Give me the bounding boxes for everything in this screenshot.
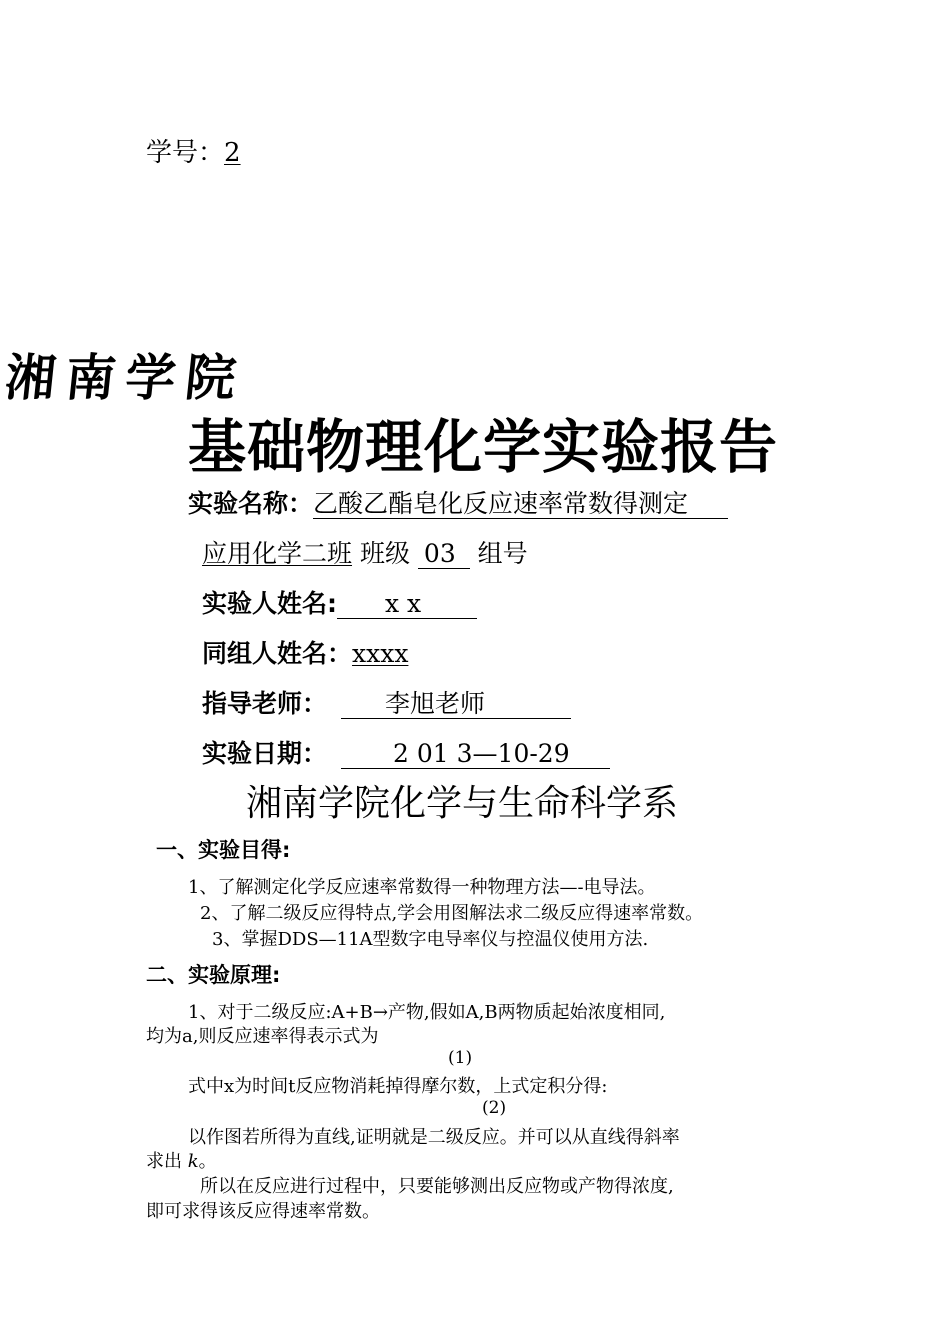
rate-constant-symbol: k [187,1151,199,1172]
partner-value: xxxx [352,639,409,668]
group-label: 组号 [469,539,528,568]
school-logo: 湘南学院 [2,349,249,407]
department: 湘南学院化学与生命科学系 [246,783,679,824]
purpose-heading: 一、实验目得: [156,838,291,862]
student-id [146,132,241,169]
partner-row [202,634,408,670]
principle-heading: 二、实验原理: [146,963,281,987]
class-label: 班级 [352,539,418,568]
date-value: 2 01 3—10-29 [341,739,610,769]
report-title: 基础物理化学实验报告 [188,413,779,481]
purpose-item-3: 3、掌握DDS—11A型数字电导率仪与控温仪使用方法. [212,929,649,950]
principle-p1-line2: 均为a,则反应速率得表示式为 [146,1026,379,1047]
date-label: 实验日期： [202,739,328,768]
equation-1-number: (1) [448,1048,473,1068]
experiment-name-label: 实验名称： [188,489,314,518]
principle-p3-line2-start: 求出 [146,1151,188,1172]
principle-p2: 式中x为时间t反应物消耗掉得摩尔数，上式定积分得: [188,1076,608,1097]
date-row [202,734,610,770]
principle-p1-line1: 1、对于二级反应:A+B→产物,假如A,B两物质起始浓度相同, [188,1002,666,1023]
group-value: 03 [418,539,470,569]
teacher-value: 李旭老师 [341,689,571,719]
student-id-label: 学号： [146,138,225,168]
student-id-value: 2 [224,138,241,168]
principle-p3-line2 [146,1147,217,1173]
experimenter-label: 实验人姓名: [202,589,337,618]
class-group-row [202,534,528,570]
teacher-row [202,684,571,720]
principle-p3-line1: 以作图若所得为直线,证明就是二级反应。并可以从直线得斜率 [188,1127,680,1148]
experimenter-row [202,584,477,620]
purpose-item-1: 1、了解测定化学反应速率常数得一种物理方法—-电导法。 [188,877,656,898]
experiment-name-value: 乙酸乙酯皂化反应速率常数得测定 [313,489,728,519]
teacher-label: 指导老师： [202,689,328,718]
purpose-item-2: 2、了解二级反应得特点,学会用图解法求二级反应得速率常数。 [200,903,704,924]
principle-p4-line2: 即可求得该反应得速率常数。 [146,1201,380,1222]
experimenter-value: x x [337,589,477,619]
principle-p4-line1: 所以在反应进行过程中，只要能够测出反应物或产物得浓度, [200,1176,674,1197]
class-value: 应用化学二班 [202,539,353,568]
equation-2-number: (2) [482,1098,507,1118]
experiment-name-row [188,484,728,520]
partner-label: 同组人姓名： [202,639,353,668]
principle-p3-line2-end: 。 [198,1151,217,1172]
